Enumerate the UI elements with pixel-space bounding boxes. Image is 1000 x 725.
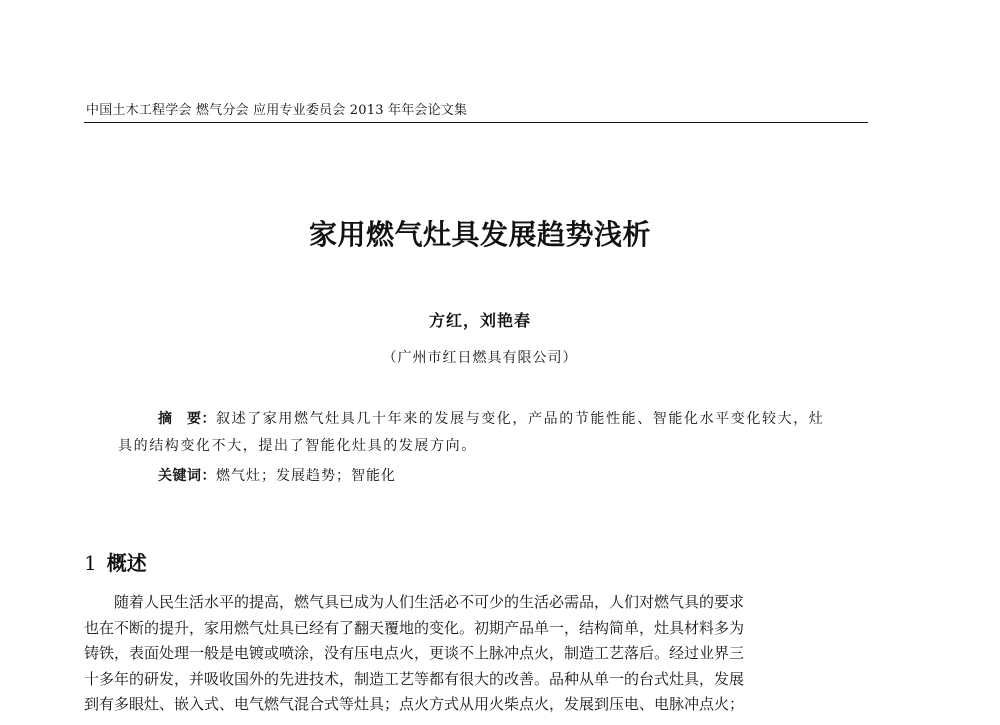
body-line: 十多年的研发，并吸收国外的先进技术，制造工艺等都有很大的改善。品种从单一的台式灶具，发展 [84, 669, 745, 688]
section-title: 概述 [106, 551, 147, 575]
header-rule [84, 122, 868, 123]
abstract-label: 摘 要： [158, 411, 216, 427]
body-line: 随着人民生活水平的提高，燃气具已成为人们生活必不可少的生活必需品，人们对燃气具的要求 [114, 593, 745, 611]
keywords [158, 464, 838, 488]
body-line: 到有多眼灶、嵌入式、电气燃气混合式等灶具；点火方式从用火柴点火，发展到压电、电脉冲点火； [84, 695, 745, 713]
section-number: 1 [84, 551, 97, 575]
abstract [118, 406, 838, 460]
section-heading [84, 549, 147, 577]
keywords-text: 燃气灶；发展趋势；智能化 [216, 468, 396, 484]
body-line: 也在不断的提升，家用燃气灶具已经有了翻天覆地的变化。初期产品单一，结构简单，灶具材料多为 [84, 618, 745, 637]
authors: 方红，刘艳春 [428, 311, 531, 330]
running-header: 中国土木工程学会 燃气分会 应用专业委员会 2013 年年会论文集 [86, 103, 468, 118]
keywords-label: 关键词： [158, 468, 216, 484]
body-line: 铸铁，表面处理一般是电镀或喷涂，没有压电点火，更谈不上脉冲点火，制造工艺落后。经过业界三 [84, 644, 745, 662]
section-body [84, 590, 874, 718]
affiliation: （广州市红日燃具有限公司） [382, 350, 578, 366]
paper-title: 家用燃气灶具发展趋势浅析 [308, 218, 651, 251]
abstract-text: 叙述了家用燃气灶具几十年来的发展与变化，产品的节能性能、智能化水平变化较大，灶具的结构变化不大，提出了智能化灶具的发展方向。 [118, 411, 825, 454]
